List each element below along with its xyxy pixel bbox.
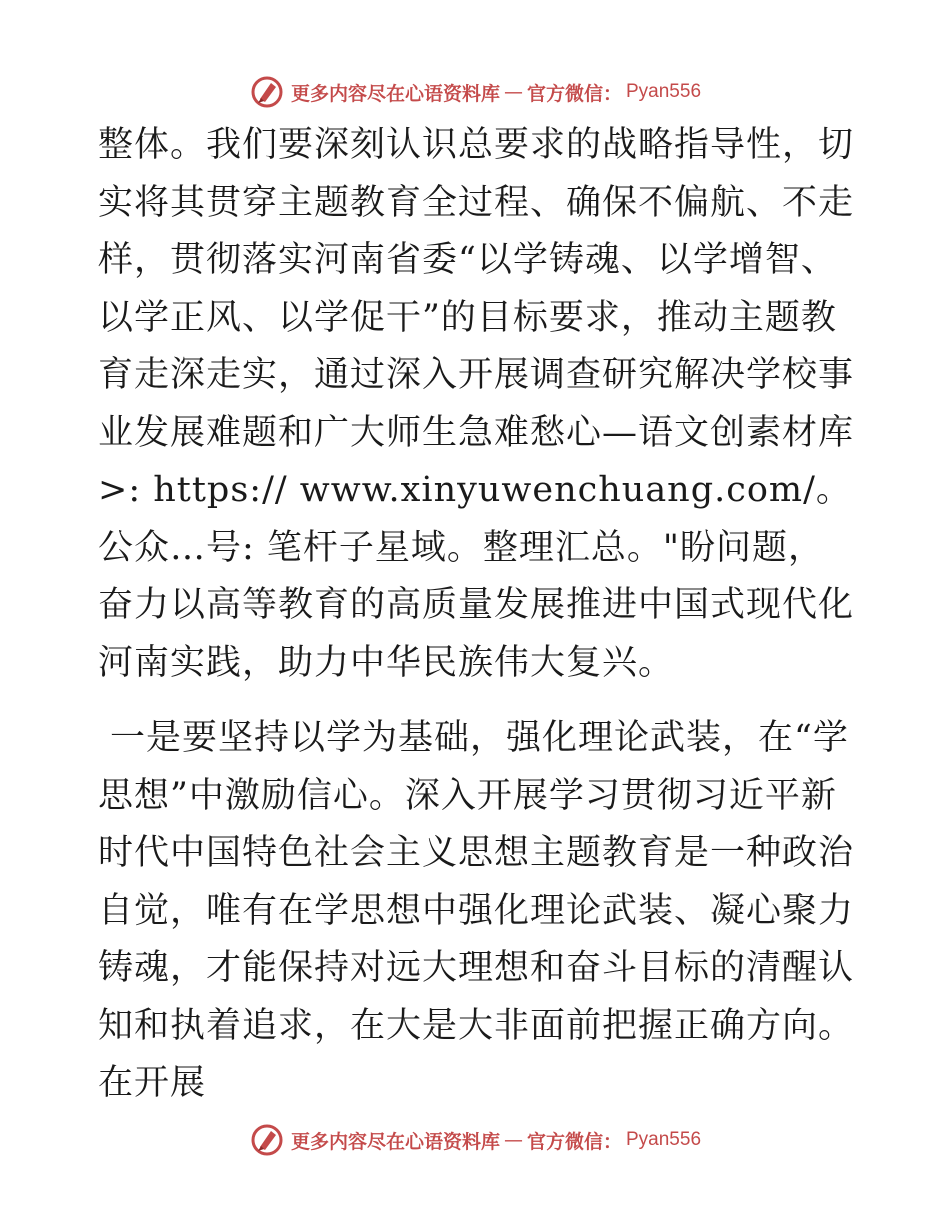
pen-nib-logo-icon: [249, 74, 285, 110]
document-body: [98, 117, 858, 1113]
header-brand-text: 更多内容尽在心语资料库: [290, 82, 500, 105]
footer-brand-text: 更多内容尽在心语资料库: [290, 1130, 500, 1153]
footer-banner: [0, 1120, 950, 1160]
header-dash: —: [503, 81, 523, 103]
header-banner: [0, 72, 950, 112]
header-wechat-id: Pyan556: [626, 81, 702, 102]
body-paragraph-1: 整体。我们要深刻认识总要求的战略指导性，切实将其贯穿主题教育全过程、确保不偏航、不走样，贯彻落实河南省委“以学铸魂、以学增智、以学正风、以学促干”的目标要求，推动主题教育走深走实，通过深入开展调查研究解决学校事业发展难题和广大师生急难愁心—语文创素材库>: https:// www.xinyuwenchuang.com/。公众…号: 笔杆子星域。整理汇总。"盼问题，奋力以高等教育的高质量发展推进中国式现代化河南实践，助力中华民族伟大复兴。: [98, 125, 855, 683]
body-paragraph-2: 一是要坚持以学为基础，强化理论武装，在“学思想”中激励信心。深入开展学习贯彻习近平新时代中国特色社会主义思想主题教育是一种政治自觉，唯有在学思想中强化理论武装、凝心聚力铸魂，才能保持对远大理想和奋斗目标的清醒认知和执着追求，在大是大非面前把握正确方向。在开展: [98, 718, 855, 1103]
header-wechat-label: 官方微信：: [526, 82, 622, 105]
pen-nib-logo-icon: [249, 1122, 285, 1158]
footer-wechat-id: Pyan556: [626, 1129, 702, 1150]
footer-dash: —: [503, 1129, 523, 1151]
footer-wechat-label: 官方微信：: [526, 1130, 622, 1153]
